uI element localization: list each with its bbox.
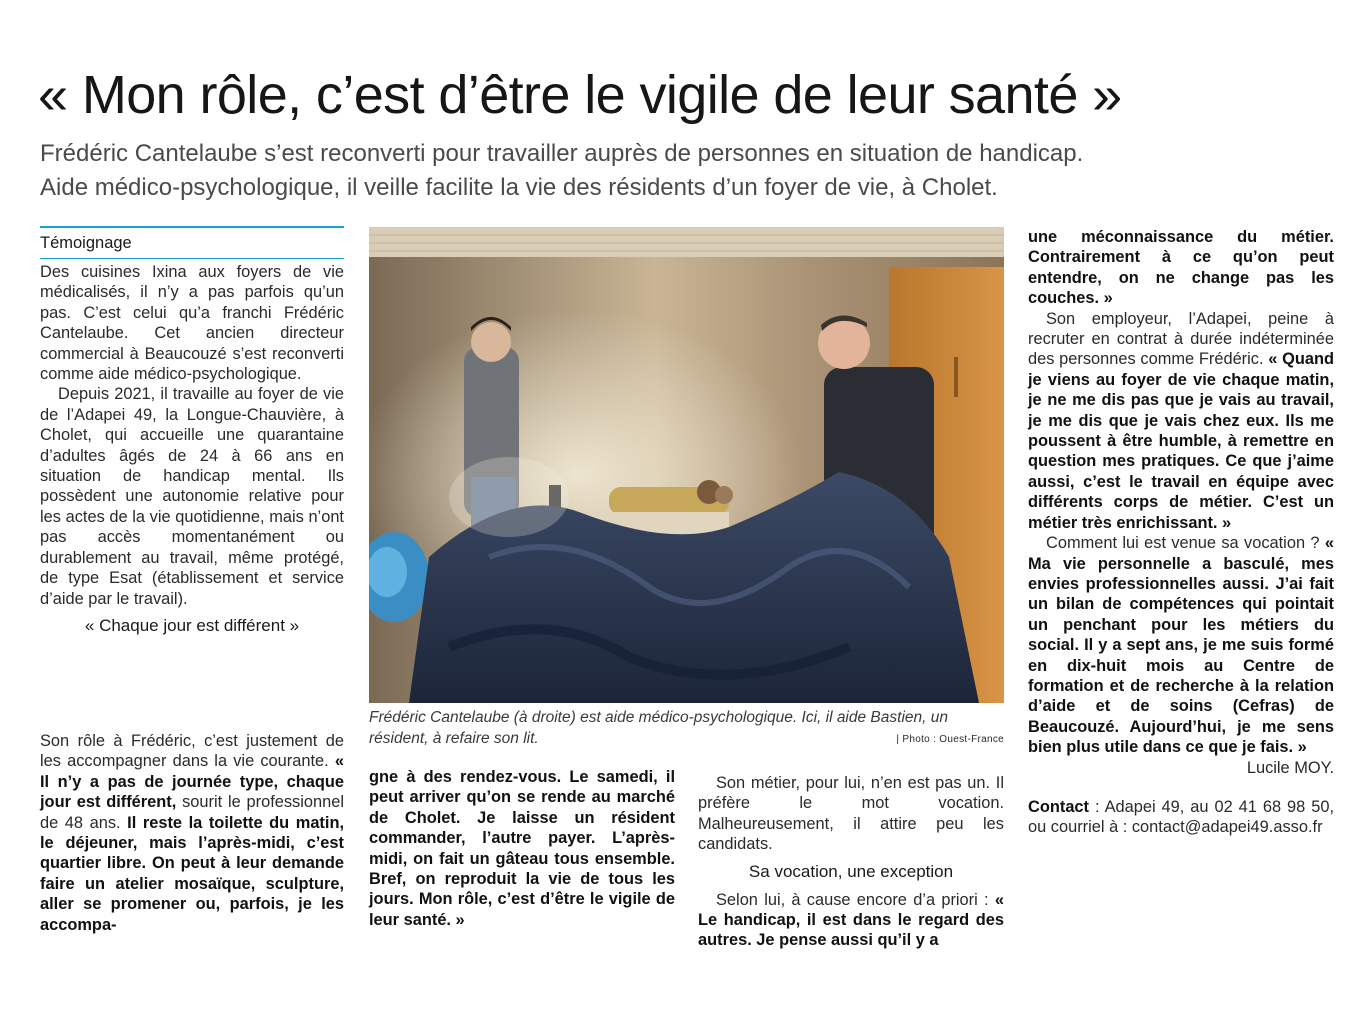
contact-info — [1028, 797, 1334, 838]
headline: « Mon rôle, c’est d’être le vigile de leur santé » — [38, 65, 1122, 125]
paragraph-role-text-2: sourit le professionnel de 48 ans. — [40, 793, 344, 832]
article-column-1 — [40, 262, 344, 644]
standfirst-line-2: Aide médico-psychologique, il veille facilite la vie des résidents d’un foyer de vie, à Cholet. — [40, 174, 998, 201]
paragraph-meconnaissance — [1028, 227, 1334, 309]
paragraph-employeur — [1028, 309, 1334, 533]
paragraph-a-priori — [698, 890, 1004, 951]
photo-credit: | Photo : Ouest-France — [896, 734, 1004, 745]
paragraph-role — [40, 731, 344, 935]
paragraph-intro: Des cuisines Ixina aux foyers de vie médicalisés, il n’y a pas parfois qu’un pas. C’est celui qu’a franchi Frédéric Cantelaube. Cet ancien directeur commercial à Beaucouzé s’est reconverti comme aide médico-psychologique. — [40, 263, 344, 384]
subheading-chaque-jour: « Chaque jour est différent » — [84, 615, 300, 635]
article-column-4 — [1028, 227, 1334, 838]
rubric-top-rule — [40, 226, 344, 228]
paragraph-role-text: Son rôle à Frédéric, c’est justement de les accompagner dans la vie courante. — [40, 732, 344, 771]
standfirst-line-1: Frédéric Cantelaube s’est reconverti pour travailler auprès de personnes en situation de handicap. — [40, 140, 1084, 167]
quote-foyer: « Quand je viens au foyer de vie chaque matin, je ne me dis pas que je vais au travail, je me dis que je vais chez eux. Ils me poussent à être humble, à remettre en question mes pratiques. Ce que j’aime aussi, c’est le travail en équipe avec différents corps de métier. C’est un métier très enrichissant. » — [1028, 350, 1334, 532]
article-photo — [369, 227, 1004, 703]
rubric-bottom-rule — [40, 258, 344, 259]
paragraph-vocation: Son métier, pour lui, n’en est pas un. Il préfère le mot vocation. Malheureusement, il attire peu les candidats. — [698, 774, 1004, 854]
photo-bedroom-scene — [369, 227, 1004, 703]
quote-handicap: « Le handicap, il est dans le regard des autres. Je pense aussi qu’il y a — [698, 890, 1004, 950]
photo-caption: Frédéric Cantelaube (à droite) est aide médico-psychologique. Ici, il aide Bastien, un résident, à refaire son lit. — [369, 709, 948, 747]
quote-vie-personnelle: « Ma vie personnelle a basculé, mes envies professionnelles aussi. J’ai fait un bilan de compétences qui pointait un penchant pour les métiers du social. Il y a sept ans, je me suis formé en dix-huit mois au Centre de formation et de recherche à la relation d’aide et de soins (Cefras) de Beaucouzé. Aujourd’hui, je me sens bien plus utile dans ce que je fais. » — [1028, 534, 1334, 757]
quote-toilette: Il reste la toilette du matin, le déjeuner, mais l’après-midi, c’est quartier libre. On peut à leur demande faire un atelier mosaïque, sculpture, aller se promener ou, parfois, je les accompa- — [40, 813, 345, 934]
paragraph-quote-continued — [369, 767, 675, 930]
quote-meconnaissance: une méconnaissance du métier. Contrairement à ce qu’on peut entendre, on ne change pas les couches. » — [1028, 228, 1334, 308]
paragraph-vocation-origin — [1028, 533, 1334, 757]
author-signature: Lucile MOY. — [1246, 758, 1334, 777]
subheading-vocation: Sa vocation, une exception — [748, 861, 954, 881]
quote-journee-type: « Il n’y a pas de journée type, chaque jour est différent, — [40, 752, 344, 812]
quote-samedi: gne à des rendez-vous. Le samedi, il peut arriver qu’on se rende au marché de Cholet. Je laisse un résident commander, l’autre payer. L’après-midi, on fait un gâteau tous ensemble. Bref, on reproduit la vie de tous les jours. Mon rôle, c’est d’être le vigile de leur santé. » — [369, 768, 675, 929]
article-column-3 — [698, 773, 1004, 951]
article-column-2 — [369, 767, 675, 930]
paragraph-a-priori-text: Selon lui, à cause encore d’a priori : — [716, 890, 995, 909]
article-column-1-lower — [40, 731, 344, 935]
paragraph-foyer: Depuis 2021, il travaille au foyer de vie de l’Adapei 49, la Longue-Chauvière, à Cholet, qui accueille une quarantaine d’adultes âgés de 24 à 66 ans en situation de handicap mental. Ils possèdent une autonomie relative pour les actes de la vie quotidienne, mais n’ont pas accès momentanément ou durablement au travail, même protégé, de type Esat (établissement et service d’aide par le travail). — [40, 385, 344, 608]
paragraph-employeur-text: Son employeur, l’Adapei, peine à recruter en contrat à durée indéterminée des personnes comme Frédéric. — [1028, 309, 1334, 369]
contact-details: : Adapei 49, au 02 41 68 98 50, ou courriel à : contact@adapei49.asso.fr — [1028, 797, 1334, 837]
contact-label: Contact — [1028, 797, 1090, 816]
paragraph-vocation-origin-text: Comment lui est venue sa vocation ? — [1046, 534, 1325, 553]
rubric-label: Témoignage — [40, 234, 132, 252]
